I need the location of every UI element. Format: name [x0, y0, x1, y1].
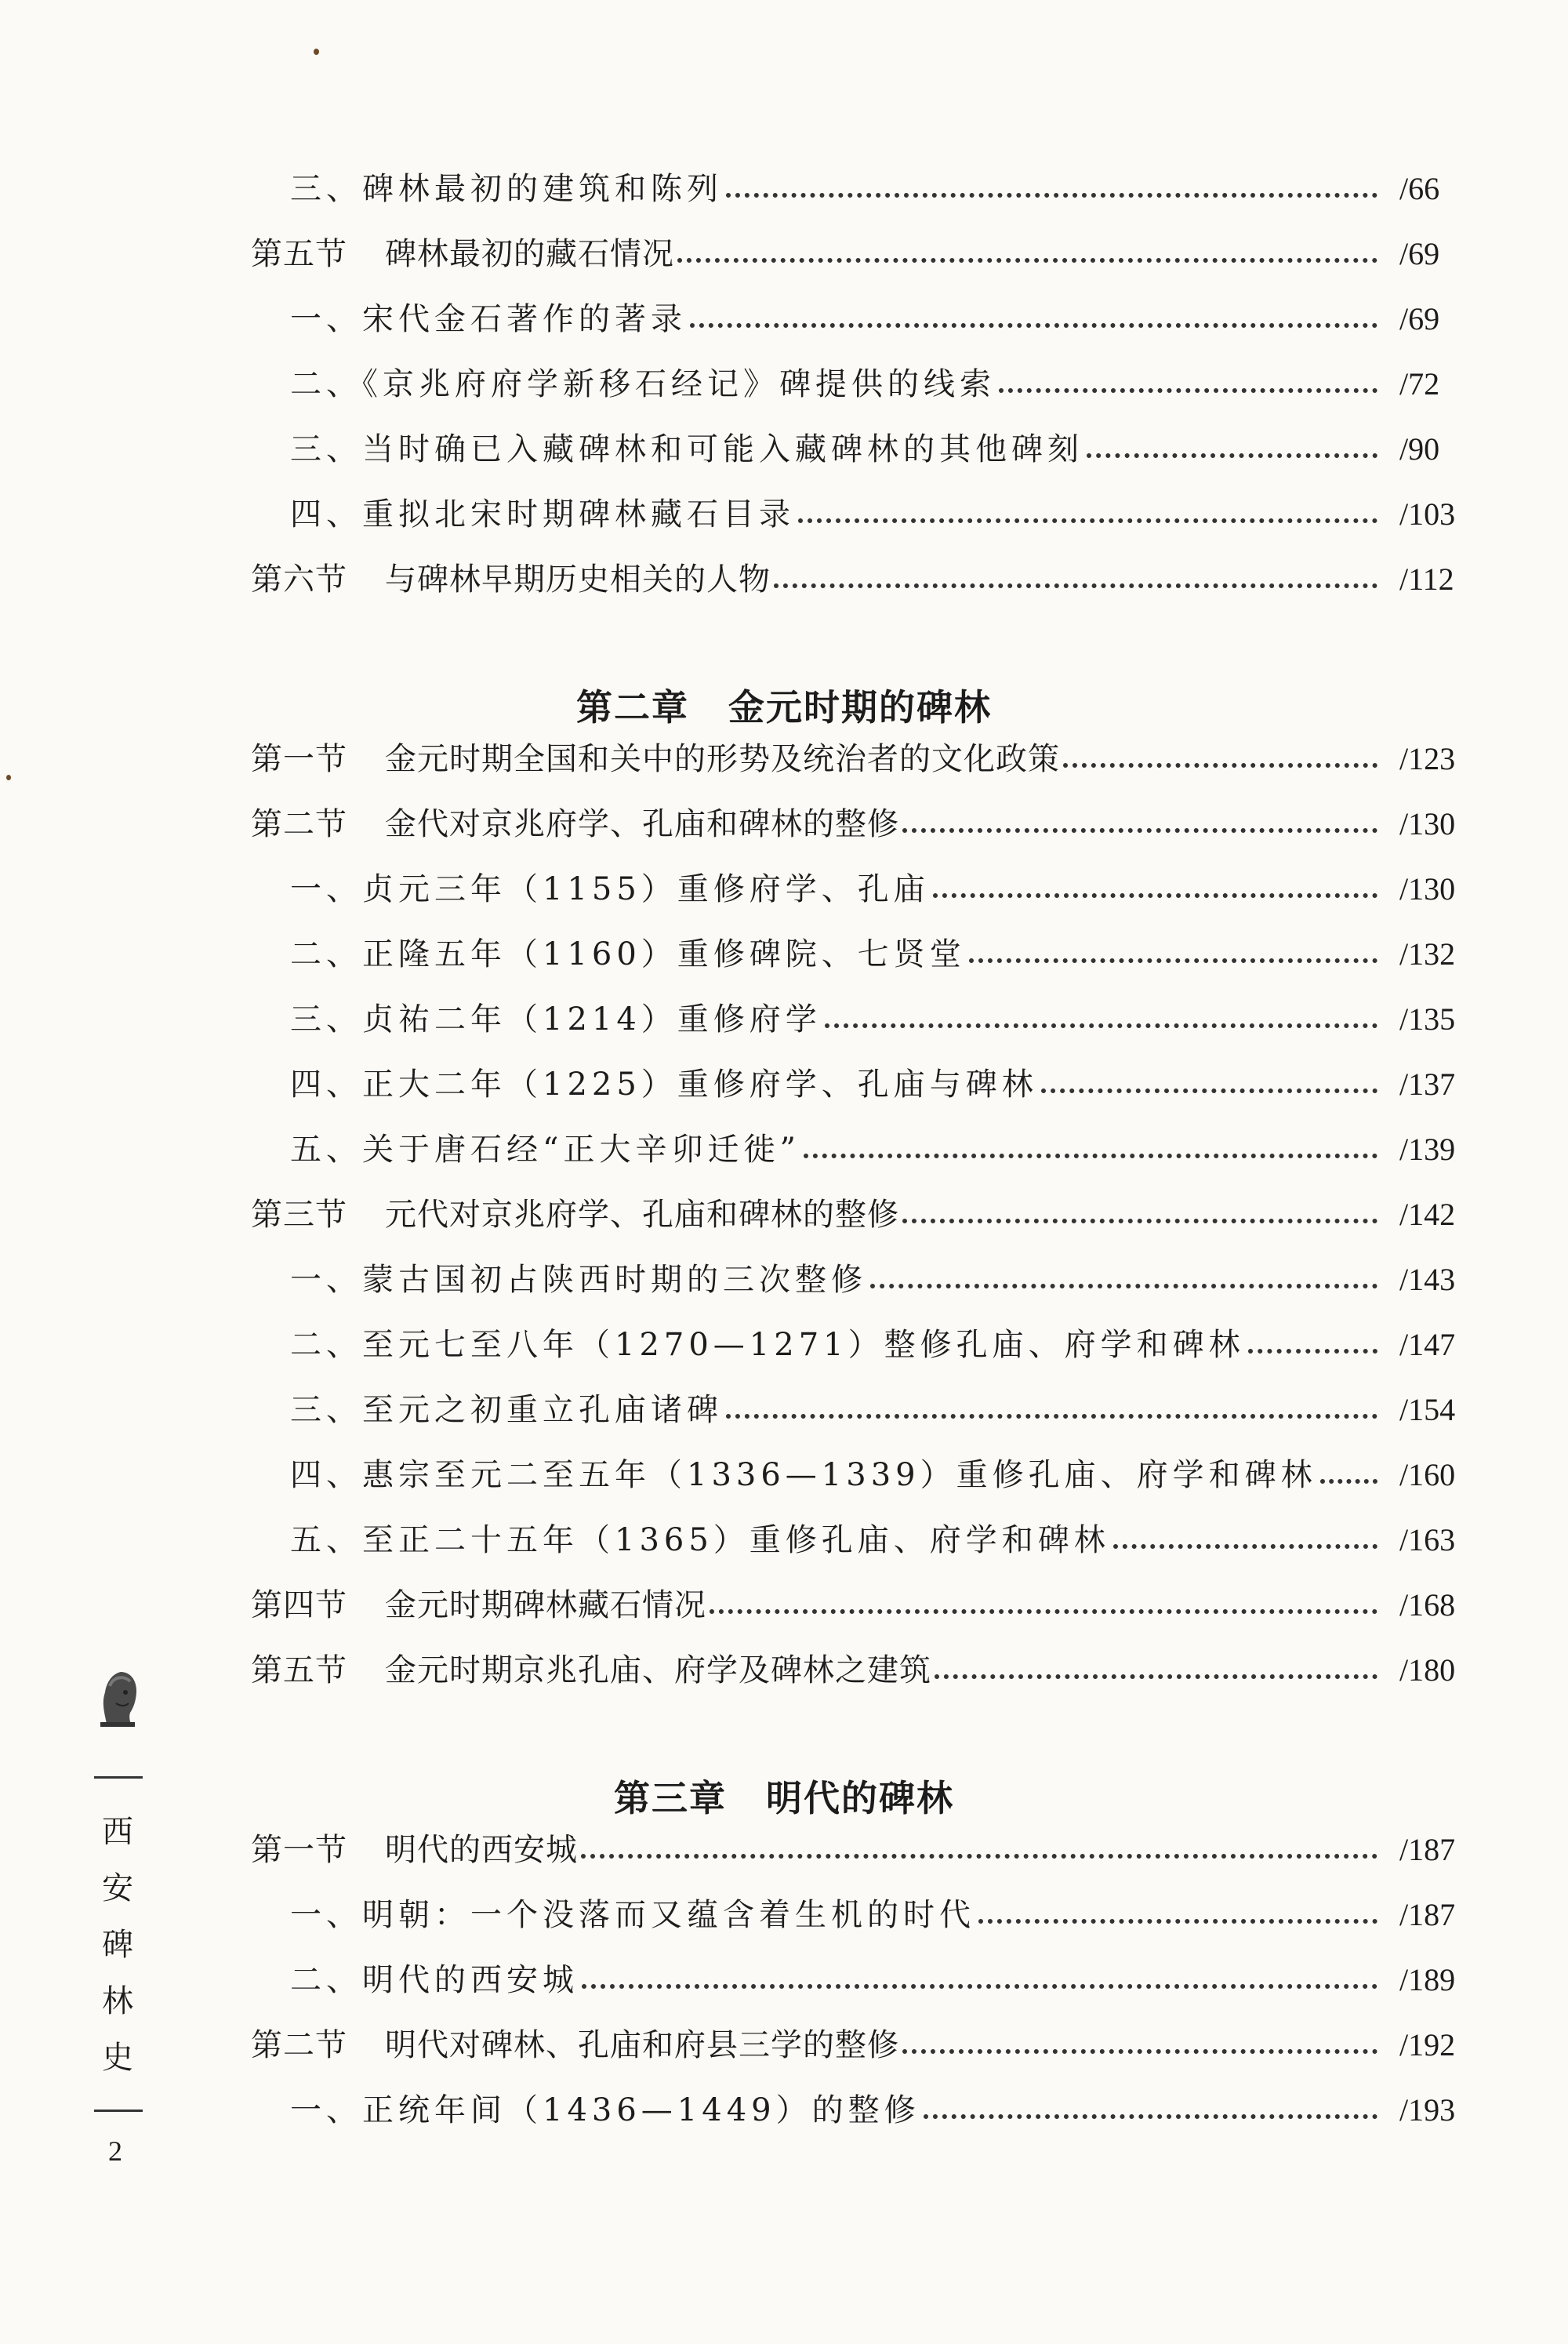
dot-leader	[798, 518, 1377, 523]
toc-section-entry[interactable]	[251, 1578, 1486, 1633]
section-number: 第五节	[251, 1652, 347, 1688]
dot-leader	[924, 2114, 1377, 2119]
page-reference: /163	[1399, 1522, 1456, 1557]
dot-leader	[677, 258, 1377, 263]
speck	[314, 49, 319, 55]
subentry-title: 四、惠宗至元二至五年（1336—1339）重修孔庙、府学和碑林	[290, 1457, 1317, 1493]
dot-leader	[582, 1984, 1377, 1989]
dot-leader	[935, 1674, 1377, 1679]
chapter-title: 金元时期的碑林	[728, 686, 992, 729]
dot-leader	[969, 958, 1377, 963]
toc-subentry[interactable]	[290, 1317, 1486, 1372]
toc-subentry[interactable]	[290, 487, 1486, 542]
chapter-number: 第二章	[576, 686, 689, 729]
subentry-title: 二、明代的西安城	[290, 1962, 579, 1998]
toc-subentry[interactable]	[290, 862, 1486, 917]
sidebar-bottom-rule	[94, 2110, 143, 2112]
page-reference: /135	[1399, 1001, 1456, 1037]
chapter-number: 第三章	[614, 1777, 727, 1819]
subentry-title: 一、宋代金石著作的著录	[290, 301, 687, 337]
book-title-char: 安	[102, 1870, 133, 1906]
dot-leader	[870, 1284, 1377, 1288]
page-reference: /69	[1399, 301, 1440, 336]
subentry-title: 四、重拟北宋时期碑林藏石目录	[290, 496, 795, 532]
dot-leader	[825, 1023, 1377, 1028]
stone-bust-icon	[93, 1663, 143, 1730]
page-reference: /132	[1399, 936, 1456, 972]
page-reference: /90	[1399, 431, 1440, 467]
page-reference: /180	[1399, 1652, 1456, 1688]
dot-leader	[581, 1854, 1377, 1859]
book-title-char: 林	[102, 1983, 133, 2019]
subentry-title: 二、正隆五年（1160）重修碑院、七贤堂	[290, 936, 966, 972]
dot-leader	[902, 2049, 1377, 2054]
toc-section-entry[interactable]	[251, 552, 1486, 607]
dot-leader	[726, 193, 1377, 198]
subentry-title: 三、至元之初重立孔庙诸碑	[290, 1392, 723, 1428]
subentry-title: 三、贞祐二年（1214）重修府学	[290, 1001, 822, 1038]
section-number: 第二节	[251, 2027, 347, 2063]
section-number: 第五节	[251, 236, 347, 272]
toc-subentry[interactable]	[290, 1383, 1486, 1437]
dot-leader	[1320, 1479, 1377, 1484]
dot-leader	[1041, 1088, 1377, 1093]
toc-section-entry[interactable]	[251, 797, 1486, 852]
subentry-title: 一、明朝：一个没落而又蕴含着生机的时代	[290, 1897, 975, 1933]
section-number: 第三节	[251, 1197, 347, 1233]
toc-section-entry[interactable]	[251, 1823, 1486, 1877]
book-title-char: 西	[102, 1814, 133, 1850]
subentry-title: 一、贞元三年（1155）重修府学、孔庙	[290, 871, 930, 907]
page-reference: /189	[1399, 1962, 1456, 1997]
dot-leader	[902, 828, 1377, 833]
page-reference: /143	[1399, 1262, 1456, 1297]
toc-section-entry[interactable]	[251, 227, 1486, 282]
section-title: 金元时期京兆孔庙、府学及碑林之建筑	[385, 1652, 931, 1688]
toc-subentry[interactable]	[290, 1122, 1486, 1177]
dot-leader	[999, 388, 1377, 393]
subentry-title: 三、当时确已入藏碑林和可能入藏碑林的其他碑刻	[290, 431, 1083, 467]
page-reference: /160	[1399, 1457, 1456, 1492]
page-reference: /123	[1399, 741, 1456, 776]
page-reference: /112	[1399, 561, 1454, 597]
dot-leader	[1248, 1349, 1377, 1354]
speck	[6, 775, 11, 780]
toc-section-entry[interactable]	[251, 1643, 1486, 1698]
page-reference: /130	[1399, 806, 1456, 841]
section-number: 第四节	[251, 1587, 347, 1623]
page-reference: /66	[1399, 171, 1440, 206]
section-title: 金元时期碑林藏石情况	[385, 1587, 706, 1623]
page-reference: /130	[1399, 871, 1456, 907]
page-reference: /103	[1399, 496, 1456, 532]
page-reference: /192	[1399, 2027, 1456, 2062]
toc-section-entry[interactable]	[251, 1187, 1486, 1242]
toc-subentry[interactable]	[290, 992, 1486, 1047]
dot-leader	[978, 1919, 1377, 1924]
toc-subentry[interactable]	[290, 1953, 1486, 2008]
subentry-title: 四、正大二年（1225）重修府学、孔庙与碑林	[290, 1067, 1038, 1103]
page-reference: /168	[1399, 1587, 1456, 1623]
dot-leader	[1063, 763, 1377, 768]
section-title: 金代对京兆府学、孔庙和碑林的整修	[385, 806, 899, 842]
dot-leader	[804, 1154, 1377, 1158]
toc-subentry[interactable]	[290, 357, 1486, 412]
dot-leader	[710, 1609, 1377, 1614]
sidebar-top-rule	[94, 1776, 143, 1779]
toc-subentry[interactable]	[290, 1252, 1486, 1307]
toc-subentry[interactable]	[290, 927, 1486, 982]
page-reference: /193	[1399, 2092, 1456, 2128]
section-title: 元代对京兆府学、孔庙和碑林的整修	[385, 1197, 899, 1233]
toc-subentry[interactable]	[290, 1888, 1486, 1942]
page-reference: /147	[1399, 1327, 1456, 1362]
toc-subentry[interactable]	[290, 1448, 1486, 1503]
toc-section-entry[interactable]	[251, 2018, 1486, 2073]
page-reference: /137	[1399, 1067, 1456, 1102]
section-title: 明代的西安城	[385, 1832, 578, 1868]
dot-leader	[774, 583, 1377, 588]
dot-leader	[902, 1219, 1377, 1223]
toc-subentry[interactable]	[290, 1513, 1486, 1568]
toc-subentry[interactable]	[290, 2083, 1486, 2138]
page-reference: /154	[1399, 1392, 1456, 1427]
subentry-title: 二、《京兆府府学新移石经记》碑提供的线索	[290, 366, 996, 402]
page-reference: /72	[1399, 366, 1440, 402]
dot-leader	[1087, 453, 1377, 458]
dot-leader	[933, 893, 1377, 898]
chapter-heading	[0, 1770, 1568, 1822]
page-reference: /142	[1399, 1197, 1456, 1232]
toc-subentry[interactable]	[290, 292, 1486, 347]
dot-leader	[690, 323, 1377, 328]
book-title-vertical	[98, 1804, 137, 2086]
section-number: 第一节	[251, 1832, 347, 1868]
toc-subentry[interactable]	[290, 162, 1486, 216]
page-reference: /187	[1399, 1832, 1456, 1867]
book-title-char: 史	[102, 2040, 133, 2076]
subentry-title: 五、关于唐石经“正大辛卯迁徙”	[290, 1132, 800, 1168]
dot-leader	[726, 1414, 1377, 1419]
subentry-title: 二、至元七至八年（1270—1271）整修孔庙、府学和碑林	[290, 1327, 1245, 1363]
section-number: 第六节	[251, 561, 347, 598]
section-title: 与碑林早期历史相关的人物	[385, 561, 771, 598]
toc-section-entry[interactable]	[251, 732, 1486, 787]
toc-subentry[interactable]	[290, 1057, 1486, 1112]
chapter-heading	[0, 679, 1568, 731]
section-number: 第二节	[251, 806, 347, 842]
section-title: 明代对碑林、孔庙和府县三学的整修	[385, 2027, 899, 2063]
subentry-title: 一、蒙古国初占陕西时期的三次整修	[290, 1262, 867, 1298]
subentry-title: 五、至正二十五年（1365）重修孔庙、府学和碑林	[290, 1522, 1110, 1558]
dot-leader	[1113, 1544, 1377, 1549]
toc-subentry[interactable]	[290, 422, 1486, 477]
page-reference: /187	[1399, 1897, 1456, 1932]
page-number: 2	[108, 2135, 122, 2167]
subentry-title: 三、碑林最初的建筑和陈列	[290, 171, 723, 207]
section-number: 第一节	[251, 741, 347, 777]
section-title: 金元时期全国和关中的形势及统治者的文化政策	[385, 741, 1060, 777]
section-title: 碑林最初的藏石情况	[385, 236, 674, 272]
book-title-char: 碑	[102, 1927, 133, 1963]
page-reference: /69	[1399, 236, 1440, 271]
page-reference: /139	[1399, 1132, 1456, 1167]
subentry-title: 一、正统年间（1436—1449）的整修	[290, 2092, 920, 2128]
chapter-title: 明代的碑林	[766, 1777, 954, 1819]
